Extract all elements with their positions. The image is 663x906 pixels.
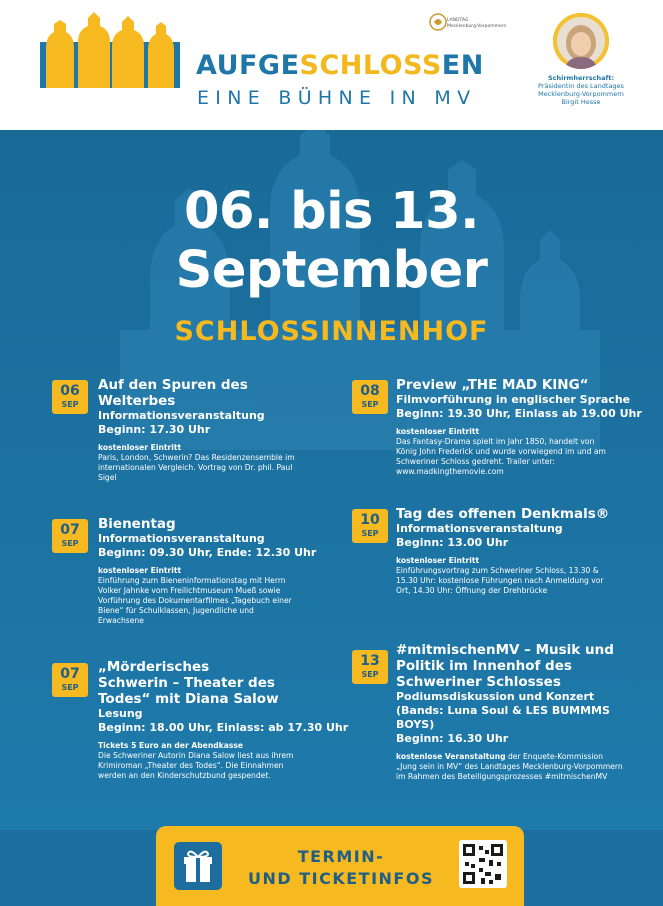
event-description: kostenlose Veranstaltung der Enquete-Kommission „Jung sein in MV“ des Landtages Mecklenburg-Vorpommern im Rahmen des Beteiligungsprozesses #mitmischenMV (396, 752, 623, 781)
event-type: Filmvorführung in englischer Sprache (396, 393, 631, 406)
event-title: „Mörderisches Schwerin – Theater des Todes“ mit Diana Salow (98, 659, 279, 707)
event-item (98, 659, 363, 781)
event-time: Beginn: 19.30 Uhr, Einlass ab 19.00 Uhr (396, 407, 642, 420)
brand-subtitle: EINE BÜHNE IN MV (197, 87, 477, 109)
event-time: Beginn: 18.00 Uhr, Einlass: ab 17.30 Uhr (98, 721, 349, 734)
brand-title: AUFGESCHLOSSEN (196, 50, 484, 81)
event-type: Podiumsdiskussion und Konzert (Bands: Luna Soul & LES BUMMMS BOYS) (396, 690, 610, 731)
event-description: Einführung zum Bieneninformationstag mit Herrn Volker Jahnke vom Freilichtmuseum Mueß sowie Vorführung des Dokumentarfilmes „Tagebuch einer Biene“ für Schulklassen, Jugendliche und Erwachsene (98, 576, 292, 625)
event-item (98, 516, 363, 626)
patron-text: Schirmherrschaft: Präsidentin des Landtages Mecklenburg-Vorpommern Birgit Hesse (538, 74, 624, 106)
event-type: Informationsveranstaltung (98, 532, 265, 545)
date-badge: 08 SEP (352, 380, 388, 414)
event-title: #mitmischenMV – Musik und Politik im Innenhof des Schweriner Schlosses (396, 642, 614, 690)
event-description: Das Fantasy-Drama spielt im Jahr 1850, handelt von König John Frederick und wurde vorwiegend im und am Schweriner Schloss gedreht. Trailer unter: www.madkingthemovie.com (396, 437, 606, 476)
event-description: Die Schweriner Autorin Diana Salow liest aus ihrem Krimiroman „Theater des Todes“. Die Einnahmen werden an den Kinderschutzbund gespendet. (98, 751, 294, 780)
ticket-info-banner[interactable] (156, 826, 524, 906)
event-title: Preview „THE MAD KING“ (396, 377, 589, 393)
event-time: Beginn: 13.00 Uhr (396, 536, 509, 549)
event-admission: kostenloser Eintritt (396, 427, 480, 436)
event-description: Einführungsvortrag zum Schweriner Schloss, 13.30 & 15.30 Uhr: kostenlose Führungen nach Anmeldung vor Ort, 14.30 Uhr: Öffnung der Drehbrücke (396, 566, 604, 595)
date-badge: 07 SEP (52, 663, 88, 697)
event-title: Tag des offenen Denkmals® (396, 506, 610, 522)
event-item (396, 377, 661, 477)
venue-title: SCHLOSSINNENHOF (174, 316, 489, 347)
ticket-info-text: TERMIN- UND TICKETINFOS (248, 847, 434, 888)
landtag-logo-text: LANDTAG Mecklenburg-Vorpommern (447, 18, 507, 29)
gift-tickets-icon (174, 842, 222, 890)
event-time: Beginn: 16.30 Uhr (396, 732, 509, 745)
date-badge: 06 SEP (52, 380, 88, 414)
event-title: Bienentag (98, 516, 176, 532)
event-item (396, 506, 661, 596)
castle-logo-icon (40, 12, 180, 88)
event-admission: kostenloser Eintritt (396, 556, 480, 565)
date-range-line2: September (175, 241, 488, 300)
event-type: Lesung (98, 707, 143, 720)
event-type: Informationsveranstaltung (396, 522, 563, 535)
date-badge: 13 SEP (352, 650, 388, 684)
event-time: Beginn: 17.30 Uhr (98, 423, 211, 436)
event-admission: Tickets 5 Euro an der Abendkasse (98, 741, 244, 750)
event-admission: kostenloser Eintritt (98, 566, 182, 575)
header (0, 0, 663, 130)
event-type: Informationsveranstaltung (98, 409, 265, 422)
date-range-line1: 06. bis 13. (183, 182, 480, 241)
date-badge: 10 SEP (352, 509, 388, 543)
event-description: Paris, London, Schwerin? Das Residenzensemble im internationalen Vergleich. Vortrag von Dr. phil. Paul Sigel (98, 453, 295, 482)
event-admission: kostenlose Veranstaltung (396, 752, 506, 761)
event-item (396, 642, 661, 782)
qr-code-icon[interactable] (459, 840, 507, 888)
event-admission: kostenloser Eintritt (98, 443, 182, 452)
date-badge: 07 SEP (52, 519, 88, 553)
event-title: Auf den Spuren des Welterbes (98, 377, 248, 409)
portrait-icon (553, 13, 609, 69)
event-item (98, 377, 363, 483)
event-time: Beginn: 09.30 Uhr, Ende: 12.30 Uhr (98, 546, 317, 559)
patron-portrait (553, 13, 609, 69)
